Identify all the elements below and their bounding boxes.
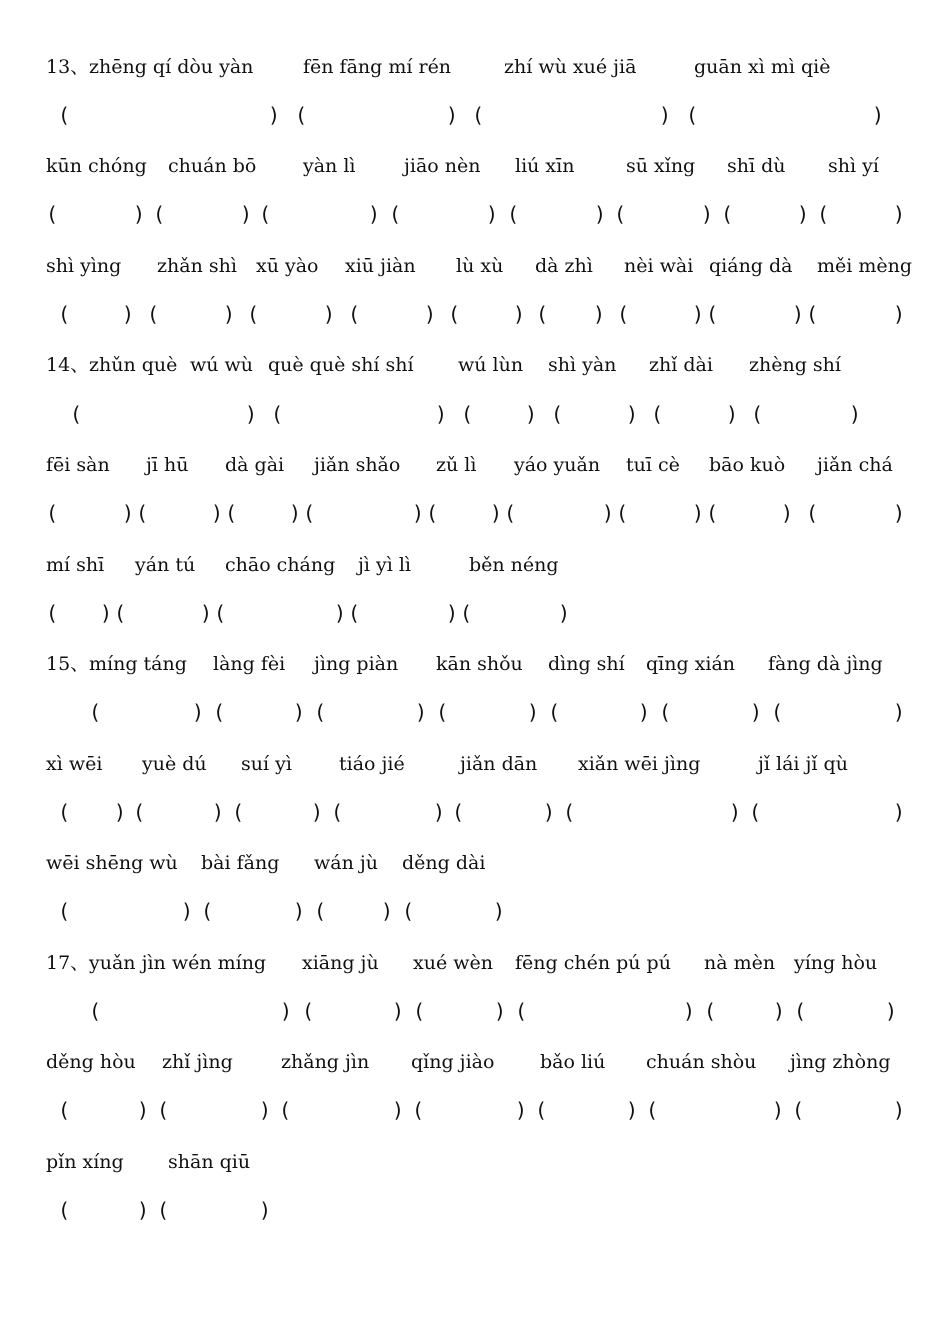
pinyin-word: shì yìng [46,255,122,277]
exercise-15-row-4 [0,797,950,827]
answer-blank-open[interactable]: ( [389,202,402,226]
answer-blank-open[interactable]: ( [806,302,819,326]
answer-blank-open[interactable]: ( [58,103,71,127]
answer-blank-close[interactable]: ) [513,302,526,326]
pinyin-word: zhēng qí dòu yàn [89,56,254,78]
answer-blank-close[interactable]: ) [594,202,607,226]
exercise-15-row-3 [0,749,950,779]
answer-blank-open[interactable]: ( [213,700,226,724]
answer-blank-close[interactable]: ) [412,501,425,525]
answer-blank-open[interactable]: ( [271,402,284,426]
answer-blank-open[interactable]: ( [348,601,361,625]
answer-blank-open[interactable]: ( [136,501,149,525]
pinyin-word: jǐ lái jǐ qù [758,753,848,775]
pinyin-word: yáo yuǎn [514,454,601,476]
answer-blank-open[interactable]: ( [89,700,102,724]
answer-blank-close[interactable]: ) [100,601,113,625]
pinyin-word: jìng zhòng [790,1051,891,1073]
answer-blank-open[interactable]: ( [402,899,415,923]
answer-blank-open[interactable]: ( [201,899,214,923]
answer-blank-close[interactable]: ) [268,103,281,127]
answer-blank-close[interactable]: ) [515,1098,528,1122]
pinyin-word: jì yì lì [358,554,412,576]
pinyin-word: běn néng [469,554,559,576]
answer-blank-open[interactable]: ( [751,402,764,426]
answer-blank-open[interactable]: ( [348,302,361,326]
exercise-13-row-3 [0,151,950,181]
answer-blank-open[interactable]: ( [749,800,762,824]
answer-blank-close[interactable]: ) [368,202,381,226]
pinyin-word: fàng dà jìng [768,653,883,675]
answer-blank-open[interactable]: ( [314,700,327,724]
pinyin-word: tuī cè [626,454,680,476]
pinyin-word: děng hòu [46,1051,136,1073]
answer-blank-close[interactable]: ) [773,999,786,1023]
answer-blank-open[interactable]: ( [706,501,719,525]
pinyin-word: jiǎn dān [460,753,538,775]
pinyin-word: yuè dú [142,753,207,775]
answer-blank-open[interactable]: ( [452,800,465,824]
answer-blank-close[interactable]: ) [729,800,742,824]
answer-blank-close[interactable]: ) [293,899,306,923]
answer-blank-open[interactable]: ( [659,700,672,724]
pinyin-word: sū xǐng [626,155,696,177]
answer-blank-close[interactable]: ) [893,501,906,525]
answer-blank-open[interactable]: ( [295,103,308,127]
answer-blank-open[interactable]: ( [58,302,71,326]
pinyin-word: xì wēi [46,753,103,775]
answer-blank-close[interactable]: ) [433,800,446,824]
answer-blank-close[interactable]: ) [726,402,739,426]
pinyin-word: zhǐ jìng [162,1051,233,1073]
pinyin-word: xiū jiàn [345,255,416,277]
answer-blank-open[interactable]: ( [58,899,71,923]
answer-blank-open[interactable]: ( [536,302,549,326]
pinyin-word: jìng piàn [314,653,399,675]
pinyin-word: bài fǎng [201,852,280,874]
answer-blank-open[interactable]: ( [472,103,485,127]
answer-blank-open[interactable]: ( [331,800,344,824]
answer-blank-open[interactable]: ( [817,202,830,226]
pinyin-word: liú xīn [515,155,575,177]
answer-blank-close[interactable]: ) [122,302,135,326]
exercise-13-row-1 [0,52,950,82]
pinyin-word: qǐng jiào [411,1051,495,1073]
answer-blank-close[interactable]: ) [392,1098,405,1122]
pinyin-word: shī dù [727,155,786,177]
answer-blank-close[interactable]: ) [893,202,906,226]
pinyin-word: wēi shēng wù [46,852,178,874]
answer-blank-close[interactable]: ) [245,402,258,426]
exercise-17-row-5 [0,1147,950,1177]
answer-blank-close[interactable]: ) [259,1198,272,1222]
answer-blank-close[interactable]: ) [212,800,225,824]
pinyin-word: fēi sàn [46,454,110,476]
answer-blank-close[interactable]: ) [114,800,127,824]
answer-blank-close[interactable]: ) [525,402,538,426]
pinyin-word: xiāng jù [302,952,379,974]
answer-blank-close[interactable]: ) [446,601,459,625]
pinyin-word: zhèng shí [749,354,841,376]
pinyin-word: yuǎn jìn wén míng [89,952,267,974]
pinyin-word: dìng shí [548,653,625,675]
answer-blank-close[interactable]: ) [683,999,696,1023]
pinyin-word: zhǎng jìn [281,1051,370,1073]
answer-blank-open[interactable]: ( [114,601,127,625]
pinyin-word: fēn fāng mí rén [303,56,452,78]
answer-blank-close[interactable]: ) [392,999,405,1023]
pinyin-word: pǐn xíng [46,1151,124,1173]
answer-blank-open[interactable]: ( [551,402,564,426]
answer-blank-close[interactable]: ) [293,700,306,724]
answer-blank-open[interactable]: ( [303,501,316,525]
answer-blank-close[interactable]: ) [137,1098,150,1122]
exercise-15-row-1 [0,649,950,679]
answer-blank-open[interactable]: ( [616,501,629,525]
pinyin-word: yán tú [135,554,196,576]
exercise-number: 15、 [46,653,90,675]
pinyin-word: qīng xián [646,653,736,675]
pinyin-word: shì yí [828,155,879,177]
answer-blank-open[interactable]: ( [232,800,245,824]
pinyin-word: jiāo nèn [404,155,481,177]
answer-blank-open[interactable]: ( [792,1098,805,1122]
answer-blank-close[interactable]: ) [486,202,499,226]
exercise-17-row-4 [0,1095,950,1125]
answer-blank-close[interactable]: ) [181,899,194,923]
answer-blank-open[interactable]: ( [614,202,627,226]
answer-blank-close[interactable]: ) [133,202,146,226]
pinyin-word: xū yào [256,255,319,277]
answer-blank-close[interactable]: ) [701,202,714,226]
pinyin-word: nà mèn [704,952,776,974]
pinyin-word: mí shī [46,554,105,576]
answer-blank-open[interactable]: ( [686,103,699,127]
exercise-17-row-1 [0,948,950,978]
answer-blank-close[interactable]: ) [192,700,205,724]
answer-blank-close[interactable]: ) [893,700,906,724]
answer-blank-close[interactable]: ) [415,700,428,724]
answer-blank-close[interactable]: ) [446,103,459,127]
answer-blank-close[interactable]: ) [626,402,639,426]
answer-blank-close[interactable]: ) [280,999,293,1023]
exercise-14-row-6 [0,598,950,628]
answer-blank-open[interactable]: ( [436,700,449,724]
answer-blank-open[interactable]: ( [58,1098,71,1122]
answer-blank-open[interactable]: ( [448,302,461,326]
answer-blank-open[interactable]: ( [46,202,59,226]
answer-blank-close[interactable]: ) [849,402,862,426]
exercise-number: 13、 [46,56,90,78]
pinyin-word: kūn chóng [46,155,147,177]
answer-blank-open[interactable]: ( [133,800,146,824]
answer-blank-open[interactable]: ( [46,501,59,525]
pinyin-word: qiáng dà [709,255,793,277]
answer-blank-close[interactable]: ) [289,501,302,525]
pinyin-word: zǔ lì [436,454,477,476]
pinyin-word: shān qiū [168,1151,251,1173]
pinyin-word: zhǐ dài [649,354,713,376]
answer-blank-close[interactable]: ) [626,1098,639,1122]
answer-blank-open[interactable]: ( [617,302,630,326]
answer-blank-open[interactable]: ( [153,202,166,226]
answer-blank-open[interactable]: ( [515,999,528,1023]
answer-blank-open[interactable]: ( [214,601,227,625]
answer-blank-open[interactable]: ( [504,501,517,525]
exercise-15-row-2 [0,697,950,727]
pinyin-word: shì yàn [548,354,617,376]
pinyin-word: lù xù [456,255,504,277]
pinyin-word: míng táng [89,653,187,675]
answer-blank-open[interactable]: ( [58,800,71,824]
pinyin-word: làng fèi [213,653,286,675]
answer-blank-open[interactable]: ( [314,899,327,923]
answer-blank-close[interactable]: ) [493,899,506,923]
pinyin-word: dà gài [225,454,285,476]
pinyin-word: dà zhì [535,255,593,277]
exercise-17-row-6 [0,1195,950,1225]
pinyin-word: wú lùn [458,354,524,376]
answer-blank-open[interactable]: ( [412,1098,425,1122]
answer-blank-close[interactable]: ) [885,999,898,1023]
answer-blank-close[interactable]: ) [424,302,437,326]
pinyin-word: jiǎn chá [817,454,893,476]
exercise-14-row-4 [0,498,950,528]
pinyin-word: què què shí shí [268,354,414,376]
exercise-15-row-6 [0,896,950,926]
answer-blank-open[interactable]: ( [794,999,807,1023]
answer-blank-open[interactable]: ( [70,402,83,426]
pinyin-word: chāo cháng [225,554,336,576]
answer-blank-close[interactable]: ) [692,302,705,326]
exercise-13-row-5 [0,251,950,281]
pinyin-word: bāo kuò [709,454,786,476]
answer-blank-open[interactable]: ( [548,700,561,724]
pinyin-word: děng dài [402,852,486,874]
answer-blank-close[interactable]: ) [334,601,347,625]
answer-blank-open[interactable]: ( [806,501,819,525]
answer-blank-close[interactable]: ) [223,302,236,326]
answer-blank-open[interactable]: ( [259,202,272,226]
answer-blank-open[interactable]: ( [563,800,576,824]
answer-blank-open[interactable]: ( [771,700,784,724]
answer-blank-close[interactable]: ) [381,899,394,923]
pinyin-word: bǎo liú [540,1051,606,1073]
answer-blank-open[interactable]: ( [651,402,664,426]
answer-blank-open[interactable]: ( [426,501,439,525]
answer-blank-open[interactable]: ( [461,402,474,426]
answer-blank-close[interactable]: ) [490,501,503,525]
answer-blank-close[interactable]: ) [872,103,885,127]
pinyin-word: zhǔn què [89,354,178,376]
exercise-number: 14、 [46,354,90,376]
answer-blank-open[interactable]: ( [704,999,717,1023]
answer-blank-close[interactable]: ) [259,1098,272,1122]
exercise-14-row-5 [0,550,950,580]
pinyin-word: kān shǒu [436,653,523,675]
answer-blank-open[interactable]: ( [147,302,160,326]
answer-blank-open[interactable]: ( [58,1198,71,1222]
answer-blank-close[interactable]: ) [750,700,763,724]
answer-blank-open[interactable]: ( [646,1098,659,1122]
answer-blank-close[interactable]: ) [311,800,324,824]
exercise-13-row-2 [0,100,950,130]
pinyin-word: yàn lì [303,155,356,177]
pinyin-word: fēng chén pú pú [515,952,671,974]
pinyin-word: měi mèng [817,255,913,277]
exercise-number: 17、 [46,952,90,974]
answer-blank-open[interactable]: ( [535,1098,548,1122]
pinyin-word: zhǎn shì [157,255,237,277]
pinyin-word: tiáo jié [339,753,405,775]
answer-blank-close[interactable]: ) [772,1098,785,1122]
answer-blank-open[interactable]: ( [302,999,315,1023]
answer-blank-close[interactable]: ) [781,501,794,525]
answer-blank-close[interactable]: ) [211,501,224,525]
pinyin-word: xiǎn wēi jìng [578,753,701,775]
answer-blank-open[interactable]: ( [706,302,719,326]
pinyin-word: chuán shòu [646,1051,757,1073]
exercise-17-row-2 [0,996,950,1026]
answer-blank-close[interactable]: ) [659,103,672,127]
answer-blank-open[interactable]: ( [460,601,473,625]
answer-blank-close[interactable]: ) [558,601,571,625]
answer-blank-close[interactable]: ) [543,800,556,824]
answer-blank-open[interactable]: ( [46,601,59,625]
answer-blank-close[interactable]: ) [893,1098,906,1122]
exercise-14-row-1 [0,350,950,380]
exercise-14-row-2 [0,399,950,429]
answer-blank-open[interactable]: ( [721,202,734,226]
answer-blank-close[interactable]: ) [593,302,606,326]
answer-blank-close[interactable]: ) [200,601,213,625]
answer-blank-close[interactable]: ) [797,202,810,226]
pinyin-word: nèi wài [624,255,694,277]
answer-blank-close[interactable]: ) [435,402,448,426]
exercise-13-row-6 [0,299,950,329]
answer-blank-close[interactable]: ) [893,302,906,326]
answer-blank-close[interactable]: ) [602,501,615,525]
answer-blank-open[interactable]: ( [279,1098,292,1122]
answer-blank-close[interactable]: ) [323,302,336,326]
answer-blank-open[interactable]: ( [507,202,520,226]
pinyin-word: yíng hòu [794,952,878,974]
answer-blank-close[interactable]: ) [692,501,705,525]
answer-blank-open[interactable]: ( [157,1098,170,1122]
answer-blank-close[interactable]: ) [137,1198,150,1222]
pinyin-word: wán jù [314,852,378,874]
pinyin-word: zhí wù xué jiā [504,56,637,78]
answer-blank-close[interactable]: ) [792,302,805,326]
pinyin-word: jī hū [146,454,189,476]
answer-blank-open[interactable]: ( [89,999,102,1023]
pinyin-word: suí yì [241,753,292,775]
answer-blank-close[interactable]: ) [527,700,540,724]
answer-blank-open[interactable]: ( [413,999,426,1023]
answer-blank-close[interactable]: ) [240,202,253,226]
exercise-13-row-4 [0,199,950,229]
exercise-17-row-3 [0,1047,950,1077]
answer-blank-close[interactable]: ) [122,501,135,525]
pinyin-word: jiǎn shǎo [314,454,401,476]
pinyin-word: chuán bō [168,155,257,177]
answer-blank-close[interactable]: ) [893,800,906,824]
answer-blank-open[interactable]: ( [247,302,260,326]
answer-blank-open[interactable]: ( [225,501,238,525]
pinyin-word: guān xì mì qiè [694,56,831,78]
answer-blank-close[interactable]: ) [494,999,507,1023]
answer-blank-close[interactable]: ) [638,700,651,724]
exercise-14-row-3 [0,450,950,480]
pinyin-word: xué wèn [413,952,493,974]
pinyin-word: wú wù [190,354,254,376]
exercise-15-row-5 [0,848,950,878]
answer-blank-open[interactable]: ( [157,1198,170,1222]
